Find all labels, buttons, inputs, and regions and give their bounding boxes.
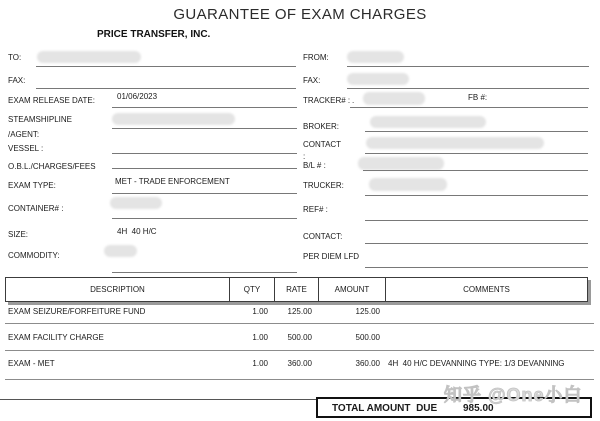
- steamshipline-redacted-value: [112, 113, 235, 125]
- contact-bottom-underline: [365, 243, 588, 244]
- bl-number-label: B/L # :: [303, 161, 326, 170]
- obl-charges-fees-label: O.B.L./CHARGES/FEES: [8, 162, 96, 171]
- column-header-qty: QTY: [229, 278, 274, 301]
- exam-release-date-value: 01/06/2023: [117, 92, 158, 101]
- table-row-qty: 1.00: [252, 307, 268, 316]
- to-underline: [36, 66, 296, 67]
- fb-label: FB #:: [468, 93, 488, 102]
- row-separator: [5, 323, 594, 324]
- from-underline: [347, 66, 589, 67]
- per-diem-lfd-underline: [365, 267, 588, 268]
- exam-type-label: EXAM TYPE:: [8, 181, 56, 190]
- table-row-rate: 360.00: [287, 359, 312, 368]
- ref-number-underline: [365, 220, 588, 221]
- from-label: FROM:: [303, 53, 329, 62]
- broker-underline: [365, 131, 588, 132]
- broker-redacted-value: [370, 116, 486, 128]
- container-underline: [112, 218, 297, 219]
- steamshipline-label: STEAMSHIPLINE: [8, 115, 73, 124]
- table-row-amount: 500.00: [355, 333, 380, 342]
- table-row-rate: 125.00: [287, 307, 312, 316]
- charges-table-header: [5, 277, 588, 302]
- column-header-rate: RATE: [274, 278, 318, 301]
- total-row-line: [0, 399, 322, 400]
- tracker-underline: [350, 107, 588, 108]
- table-row-description: EXAM FACILITY CHARGE: [8, 333, 104, 342]
- column-header-comments: COMMENTS: [385, 278, 587, 301]
- commodity-redacted-value: [104, 245, 137, 257]
- broker-label: BROKER:: [303, 122, 340, 131]
- fax-right-redacted-value: [347, 73, 409, 85]
- contact-top-underline: [365, 153, 588, 154]
- tracker-label: TRACKER# :: [303, 96, 351, 105]
- steamshipline-underline: [112, 128, 297, 129]
- trucker-redacted-value: [369, 178, 447, 191]
- contact-top-redacted-value: [366, 137, 544, 149]
- total-amount-due-label: TOTAL AMOUNT DUE: [332, 403, 438, 414]
- to-redacted-value: [37, 51, 141, 63]
- commodity-underline: [112, 272, 297, 273]
- total-amount-due-value: 985.00: [463, 403, 494, 414]
- table-row-qty: 1.00: [252, 359, 268, 368]
- fax-left-label: FAX:: [8, 76, 26, 85]
- column-header-description: DESCRIPTION: [90, 285, 145, 294]
- size-value: 4H 40 H/C: [117, 227, 157, 236]
- vessel-underline: [112, 153, 297, 154]
- table-row-comments: 4H 40 H/C DEVANNING TYPE: 1/3 DEVANNING: [388, 359, 565, 368]
- column-header-amount: AMOUNT: [318, 278, 385, 301]
- row-separator: [5, 379, 594, 380]
- tracker-redacted-value: [363, 92, 425, 105]
- commodity-label: COMMODITY:: [8, 251, 60, 260]
- vessel-label: VESSEL :: [8, 144, 44, 153]
- contact-top-label: CONTACT: [303, 140, 342, 149]
- size-label: SIZE:: [8, 230, 29, 239]
- page-title: GUARANTEE OF EXAM CHARGES: [173, 6, 427, 23]
- fax-left-underline: [36, 88, 296, 89]
- contact-top-colon: :: [303, 152, 306, 161]
- exam-type-value: MET - TRADE ENFORCEMENT: [115, 177, 230, 186]
- container-label: CONTAINER# :: [8, 204, 64, 213]
- contact-bottom-label: CONTACT:: [303, 232, 343, 241]
- obl-charges-fees-underline: [112, 168, 297, 169]
- table-row-description: EXAM SEIZURE/FORFEITURE FUND: [8, 307, 146, 316]
- per-diem-lfd-label: PER DIEM LFD: [303, 252, 360, 261]
- bl-number-underline: [363, 170, 588, 171]
- table-row-amount: 360.00: [355, 359, 380, 368]
- exam-type-underline: [112, 193, 297, 194]
- tracker-value-prefix: .: [352, 96, 355, 105]
- table-row-amount: 125.00: [355, 307, 380, 316]
- trucker-underline: [365, 195, 588, 196]
- table-row-rate: 500.00: [287, 333, 312, 342]
- to-label: TO:: [8, 53, 22, 62]
- exam-release-date-underline: [112, 107, 297, 108]
- table-row-description: EXAM - MET: [8, 359, 55, 368]
- zhihu-watermark: 知乎 @One小白: [444, 385, 583, 405]
- trucker-label: TRUCKER:: [303, 181, 344, 190]
- exam-release-date-label: EXAM RELEASE DATE:: [8, 96, 95, 105]
- fax-right-label: FAX:: [303, 76, 321, 85]
- fax-right-underline: [347, 88, 589, 89]
- steamshipline-agent-label: /AGENT:: [8, 130, 40, 139]
- ref-number-label: REF# :: [303, 205, 328, 214]
- bl-number-redacted-value: [358, 157, 444, 170]
- from-redacted-value: [347, 51, 404, 63]
- table-row-qty: 1.00: [252, 333, 268, 342]
- company-name: PRICE TRANSFER, INC.: [97, 29, 211, 40]
- row-separator: [5, 350, 594, 351]
- container-redacted-value: [110, 197, 162, 209]
